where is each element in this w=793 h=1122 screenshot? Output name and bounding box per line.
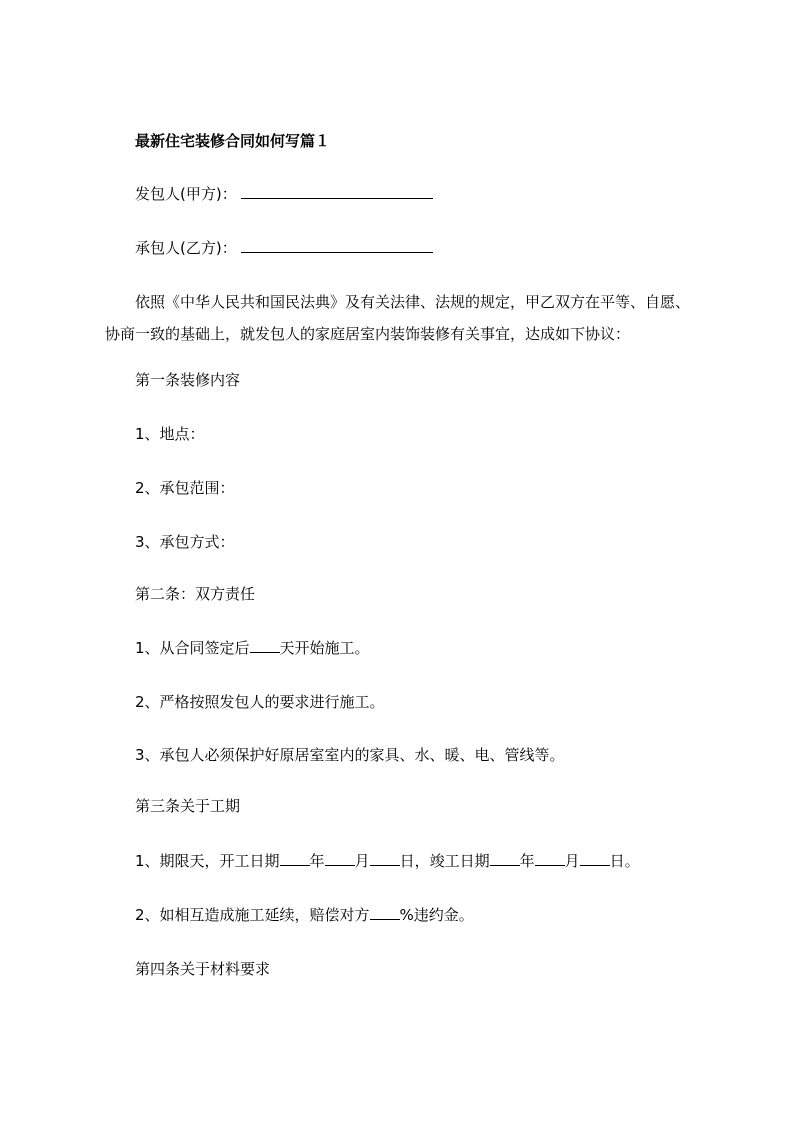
start-month-label: 月 <box>354 852 370 870</box>
article2-heading: 第二条：双方责任 <box>135 585 256 603</box>
party-a-line <box>135 184 433 204</box>
party-b-line <box>135 238 433 258</box>
party-b-label: 承包人(乙方)： <box>135 239 237 257</box>
article1-item2: 2、承包范围： <box>135 479 235 497</box>
document-title: 最新住宅装修合同如何写篇１ <box>135 132 331 150</box>
end-month-label: 月 <box>564 852 580 870</box>
article3-item1 <box>135 851 640 871</box>
preamble-paragraph: 依照《中华人民共和国民法典》及有关法律、法规的规定，甲乙双方在平等、自愿、协商一致的基础上，就发包人的家庭居室内装饰装修有关事宜，达成如下协议： <box>105 293 691 343</box>
start-month-blank <box>325 851 355 866</box>
party-b-blank <box>241 238 433 253</box>
article1-heading: 第一条装修内容 <box>135 371 241 389</box>
end-day-label: 日。 <box>609 852 640 870</box>
article2-item1-pre: 1、从合同签定后 <box>135 639 250 657</box>
article1-item3: 3、承包方式： <box>135 533 235 551</box>
article3-item2-pre: 2、如相互造成施工延续，赔偿对方 <box>135 906 370 924</box>
article2-item3: 3、承包人必须保护好原居室室内的家具、水、暖、电、管线等。 <box>135 746 565 764</box>
penalty-percent-blank <box>370 905 400 920</box>
article3-item2 <box>135 905 474 925</box>
article4-heading: 第四条关于材料要求 <box>135 960 271 978</box>
end-year-blank <box>490 851 520 866</box>
start-year-label: 年 <box>309 852 325 870</box>
end-date-label: 日，竣工日期 <box>399 852 490 870</box>
end-month-blank <box>535 851 565 866</box>
end-year-label: 年 <box>519 852 535 870</box>
start-day-blank <box>370 851 400 866</box>
start-days-blank <box>250 638 280 653</box>
article3-heading: 第三条关于工期 <box>135 797 241 815</box>
start-year-blank <box>280 851 310 866</box>
article3-item1-start: 1、期限天，开工日期 <box>135 852 280 870</box>
party-a-label: 发包人(甲方)： <box>135 185 237 203</box>
article2-item1 <box>135 638 370 658</box>
end-day-blank <box>580 851 610 866</box>
party-a-blank <box>241 184 433 199</box>
article2-item1-post: 天开始施工。 <box>279 639 370 657</box>
article2-item2: 2、严格按照发包人的要求进行施工。 <box>135 693 385 711</box>
article1-item1: 1、地点： <box>135 425 205 443</box>
article3-item2-post: %违约金。 <box>399 906 474 924</box>
